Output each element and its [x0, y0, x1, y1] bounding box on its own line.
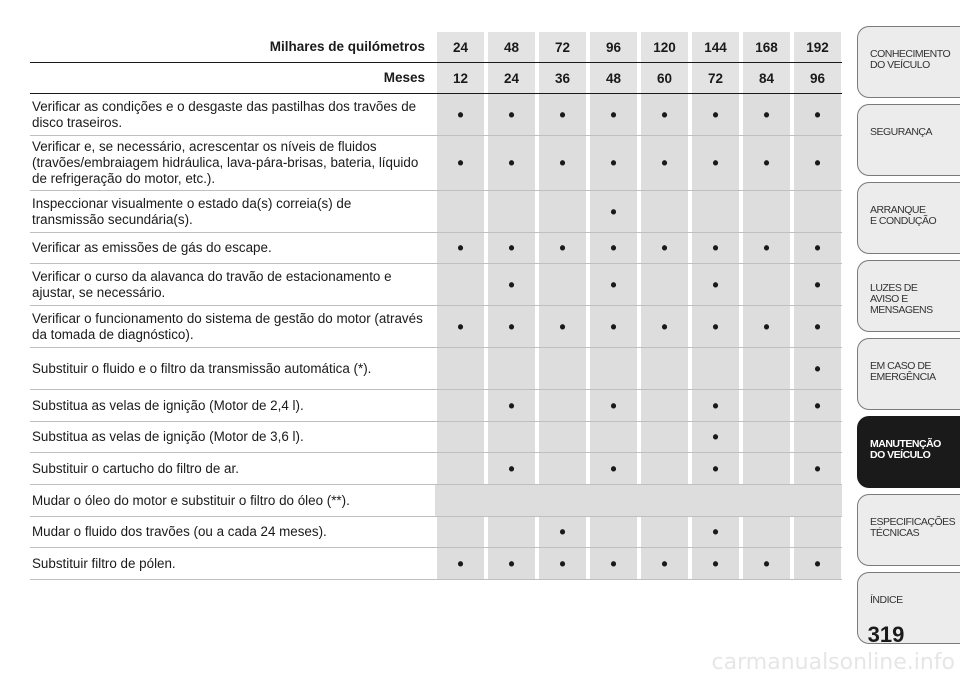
schedule-cell — [794, 136, 841, 190]
schedule-cell — [641, 136, 688, 190]
schedule-cell — [692, 517, 739, 547]
schedule-cell — [539, 422, 586, 452]
schedule-cell — [590, 233, 637, 263]
table-row — [30, 348, 842, 390]
schedule-cell — [437, 548, 484, 579]
service-dot-icon: • — [610, 553, 617, 574]
schedule-cell — [692, 306, 739, 347]
service-dot-icon: • — [661, 553, 668, 574]
service-dot-icon: • — [610, 274, 617, 295]
header-km-row — [30, 32, 842, 62]
schedule-cell — [794, 548, 841, 579]
months-header-cell: 84 — [743, 63, 790, 93]
service-dot-icon: • — [508, 274, 515, 295]
schedule-cell — [590, 348, 637, 389]
schedule-cell — [641, 233, 688, 263]
page-number: 319 — [867, 622, 905, 647]
service-dot-icon: • — [610, 316, 617, 337]
schedule-cell — [743, 422, 790, 452]
schedule-cell — [794, 485, 841, 516]
service-dot-icon: • — [814, 458, 821, 479]
chapter-tab-label: MANUTENÇÃO DO VEÍCULO — [870, 438, 941, 461]
service-dot-icon: • — [763, 316, 770, 337]
service-dot-icon: • — [661, 153, 668, 173]
table-row — [30, 191, 842, 233]
service-dot-icon: • — [814, 238, 821, 258]
km-header-cell: 144 — [692, 32, 739, 62]
schedule-cell — [539, 233, 586, 263]
schedule-cell — [641, 517, 688, 547]
schedule-cell — [743, 485, 790, 516]
service-dot-icon: • — [610, 458, 617, 479]
service-description: Verificar o funcionamento do sistema de gestão do motor (através da tomada de diagnóstico). — [32, 310, 423, 342]
months-header-cell: 24 — [488, 63, 535, 93]
chapter-tab[interactable] — [857, 260, 960, 332]
service-dot-icon: • — [763, 553, 770, 574]
service-dot-icon: • — [610, 153, 617, 173]
chapter-tab[interactable] — [857, 494, 960, 566]
service-dot-icon: • — [712, 274, 719, 295]
schedule-cell — [590, 453, 637, 484]
chapter-tab-label: SEGURANÇA — [870, 126, 933, 138]
months-header-cell: 72 — [692, 63, 739, 93]
schedule-cell — [590, 517, 637, 547]
schedule-cell — [539, 390, 586, 421]
km-header-cell: 168 — [743, 32, 790, 62]
service-dot-icon: • — [763, 104, 770, 125]
chapter-tab-label: ESPECIFICAÇÕES TÉCNICAS — [870, 516, 956, 539]
schedule-cell — [641, 348, 688, 389]
service-dot-icon: • — [559, 238, 566, 258]
service-dot-icon: • — [763, 153, 770, 173]
schedule-cell — [488, 422, 535, 452]
schedule-cell — [437, 306, 484, 347]
service-dot-icon: • — [712, 104, 719, 125]
schedule-cell — [539, 136, 586, 190]
schedule-cell — [539, 485, 586, 516]
service-dot-icon: • — [457, 238, 464, 258]
schedule-cell — [794, 453, 841, 484]
table-row — [30, 485, 842, 517]
chapter-tab-label: ÍNDICE — [870, 594, 903, 606]
schedule-cell — [692, 264, 739, 305]
table-row — [30, 94, 842, 136]
schedule-cell — [488, 390, 535, 421]
schedule-cell — [539, 264, 586, 305]
schedule-cell — [794, 306, 841, 347]
schedule-cell — [539, 548, 586, 579]
service-dot-icon: • — [508, 553, 515, 574]
schedule-cell — [743, 348, 790, 389]
service-dot-icon: • — [457, 316, 464, 337]
schedule-cell — [488, 136, 535, 190]
header-months-label: Meses — [383, 70, 425, 85]
service-dot-icon: • — [814, 153, 821, 173]
chapter-tab[interactable] — [857, 416, 960, 488]
schedule-cell — [488, 517, 535, 547]
schedule-cell — [641, 94, 688, 135]
schedule-cell — [743, 264, 790, 305]
km-header-cell: 192 — [794, 32, 841, 62]
service-dot-icon: • — [763, 238, 770, 258]
schedule-cell — [488, 348, 535, 389]
chapter-tab[interactable] — [857, 26, 960, 98]
schedule-cell — [743, 517, 790, 547]
schedule-cell — [641, 548, 688, 579]
schedule-cell — [488, 233, 535, 263]
schedule-cell — [641, 264, 688, 305]
schedule-cell — [743, 136, 790, 190]
service-dot-icon: • — [559, 316, 566, 337]
months-header-cell: 60 — [641, 63, 688, 93]
service-dot-icon: • — [457, 104, 464, 125]
service-description: Verificar e, se necessário, acrescentar os níveis de fluidos (travões/embraiagem hidráulica, lava-pára-brisas, bateria, líquido de refrigeração do motor, etc.). — [32, 139, 419, 186]
service-dot-icon: • — [610, 395, 617, 416]
service-dot-icon: • — [508, 458, 515, 479]
service-description: Verificar as condições e o desgaste das pastilhas dos travões de disco traseiros. — [32, 98, 417, 130]
schedule-cell — [437, 453, 484, 484]
service-dot-icon: • — [661, 104, 668, 125]
months-header-cell: 12 — [437, 63, 484, 93]
schedule-cell — [437, 264, 484, 305]
schedule-cell — [743, 191, 790, 232]
km-header-cell: 72 — [539, 32, 586, 62]
service-dot-icon: • — [508, 104, 515, 125]
schedule-cell — [437, 233, 484, 263]
schedule-cell — [590, 136, 637, 190]
service-dot-icon: • — [610, 201, 617, 222]
service-dot-icon: • — [712, 153, 719, 173]
schedule-cell — [743, 390, 790, 421]
schedule-cell — [794, 390, 841, 421]
schedule-cell — [590, 548, 637, 579]
schedule-cell — [590, 264, 637, 305]
header-km-label: Milhares de quilómetros — [269, 39, 425, 54]
service-description: Substituir o cartucho do filtro de ar. — [32, 460, 239, 476]
service-dot-icon: • — [508, 238, 515, 258]
service-dot-icon: • — [661, 238, 668, 258]
km-header-cell: 120 — [641, 32, 688, 62]
service-dot-icon: • — [610, 238, 617, 258]
schedule-cell — [692, 390, 739, 421]
chapter-tabs — [857, 26, 960, 650]
service-dot-icon: • — [712, 238, 719, 258]
table-row — [30, 264, 842, 306]
table-row — [30, 233, 842, 264]
schedule-cell — [743, 548, 790, 579]
service-dot-icon: • — [559, 522, 566, 542]
service-description: Substituir o fluido e o filtro da transmissão automática (*). — [32, 360, 372, 376]
schedule-cell — [590, 422, 637, 452]
months-header-cell: 96 — [794, 63, 841, 93]
chapter-tab-label: LUZES DE AVISO E MENSAGENS — [870, 282, 933, 316]
schedule-cell — [437, 94, 484, 135]
schedule-cell — [743, 453, 790, 484]
header-months-row — [30, 62, 842, 94]
schedule-cell — [794, 94, 841, 135]
service-dot-icon: • — [814, 316, 821, 337]
schedule-cell — [488, 191, 535, 232]
schedule-cell — [437, 485, 484, 516]
schedule-cell — [590, 94, 637, 135]
schedule-cell — [539, 453, 586, 484]
months-header-cell: 36 — [539, 63, 586, 93]
km-header-cell: 24 — [437, 32, 484, 62]
schedule-cell — [641, 191, 688, 232]
service-description: Mudar o óleo do motor e substituir o filtro do óleo (**). — [32, 492, 350, 508]
service-dot-icon: • — [559, 553, 566, 574]
table-row — [30, 548, 842, 580]
schedule-cell — [743, 306, 790, 347]
service-description: Inspeccionar visualmente o estado da(s) correia(s) de transmissão secundária(s). — [32, 195, 352, 227]
service-dot-icon: • — [712, 458, 719, 479]
service-dot-icon: • — [814, 358, 821, 379]
service-dot-icon: • — [712, 316, 719, 337]
schedule-cell — [488, 548, 535, 579]
schedule-cell — [743, 94, 790, 135]
chapter-tab-label: EM CASO DE EMERGÊNCIA — [870, 360, 936, 383]
service-dot-icon: • — [508, 395, 515, 416]
service-description: Substitua as velas de ignição (Motor de 2,4 l). — [32, 397, 304, 413]
schedule-cell — [794, 233, 841, 263]
schedule-cell — [641, 485, 688, 516]
months-header-cell: 48 — [590, 63, 637, 93]
schedule-cell — [539, 191, 586, 232]
schedule-cell — [590, 306, 637, 347]
schedule-cell — [488, 453, 535, 484]
schedule-cell — [794, 348, 841, 389]
service-description: Mudar o fluido dos travões (ou a cada 24 meses). — [32, 524, 327, 539]
schedule-cell — [437, 136, 484, 190]
schedule-cell — [437, 191, 484, 232]
service-description: Verificar o curso da alavanca do travão de estacionamento e ajustar, se necessário. — [32, 268, 392, 300]
schedule-cell — [539, 348, 586, 389]
schedule-cell — [590, 191, 637, 232]
maintenance-schedule-table — [30, 32, 842, 580]
service-dot-icon: • — [814, 274, 821, 295]
table-row — [30, 453, 842, 485]
schedule-cell — [539, 517, 586, 547]
schedule-cell — [692, 548, 739, 579]
schedule-cell — [539, 94, 586, 135]
service-dot-icon: • — [712, 553, 719, 574]
schedule-cell — [641, 422, 688, 452]
service-dot-icon: • — [712, 522, 719, 542]
schedule-cell — [488, 306, 535, 347]
schedule-cell — [794, 517, 841, 547]
chapter-tab-label: ARRANQUE E CONDUÇÃO — [870, 204, 937, 227]
schedule-cell — [794, 422, 841, 452]
chapter-tab[interactable] — [857, 338, 960, 410]
km-header-cell: 48 — [488, 32, 535, 62]
watermark: carmanualsonline.info — [711, 650, 955, 675]
schedule-cell — [641, 306, 688, 347]
service-dot-icon: • — [508, 316, 515, 337]
service-dot-icon: • — [814, 553, 821, 574]
table-row — [30, 390, 842, 422]
service-dot-icon: • — [661, 316, 668, 337]
chapter-tab[interactable] — [857, 182, 960, 254]
schedule-cell — [590, 390, 637, 421]
schedule-cell — [437, 348, 484, 389]
service-dot-icon: • — [457, 553, 464, 574]
schedule-cell — [743, 233, 790, 263]
schedule-cell — [437, 390, 484, 421]
service-dot-icon: • — [712, 395, 719, 416]
schedule-cell — [437, 517, 484, 547]
service-dot-icon: • — [559, 104, 566, 125]
chapter-tab[interactable] — [857, 104, 960, 176]
schedule-cell — [692, 453, 739, 484]
table-row — [30, 422, 842, 453]
schedule-cell — [692, 233, 739, 263]
schedule-cell — [794, 191, 841, 232]
schedule-cell — [692, 94, 739, 135]
schedule-cell — [692, 191, 739, 232]
schedule-cell — [539, 306, 586, 347]
chapter-tab-label: CONHECIMENTO DO VEÍCULO — [870, 48, 951, 71]
service-dot-icon: • — [508, 153, 515, 173]
schedule-cell — [692, 422, 739, 452]
service-dot-icon: • — [559, 153, 566, 173]
km-header-cell: 96 — [590, 32, 637, 62]
schedule-cell — [692, 485, 739, 516]
schedule-cell — [692, 348, 739, 389]
schedule-cell — [641, 453, 688, 484]
table-row — [30, 136, 842, 191]
schedule-cell — [437, 422, 484, 452]
service-description: Verificar as emissões de gás do escape. — [32, 240, 272, 255]
service-dot-icon: • — [712, 427, 719, 447]
service-description: Substituir filtro de pólen. — [32, 555, 176, 571]
service-dot-icon: • — [814, 395, 821, 416]
service-dot-icon: • — [610, 104, 617, 125]
schedule-cell — [488, 264, 535, 305]
schedule-cell — [488, 94, 535, 135]
schedule-cell — [488, 485, 535, 516]
service-description: Substitua as velas de ignição (Motor de 3,6 l). — [32, 429, 304, 444]
service-dot-icon: • — [457, 153, 464, 173]
schedule-cell — [590, 485, 637, 516]
service-dot-icon: • — [814, 104, 821, 125]
schedule-cell — [692, 136, 739, 190]
table-row — [30, 517, 842, 548]
schedule-cell — [794, 264, 841, 305]
table-row — [30, 306, 842, 348]
schedule-cell — [641, 390, 688, 421]
